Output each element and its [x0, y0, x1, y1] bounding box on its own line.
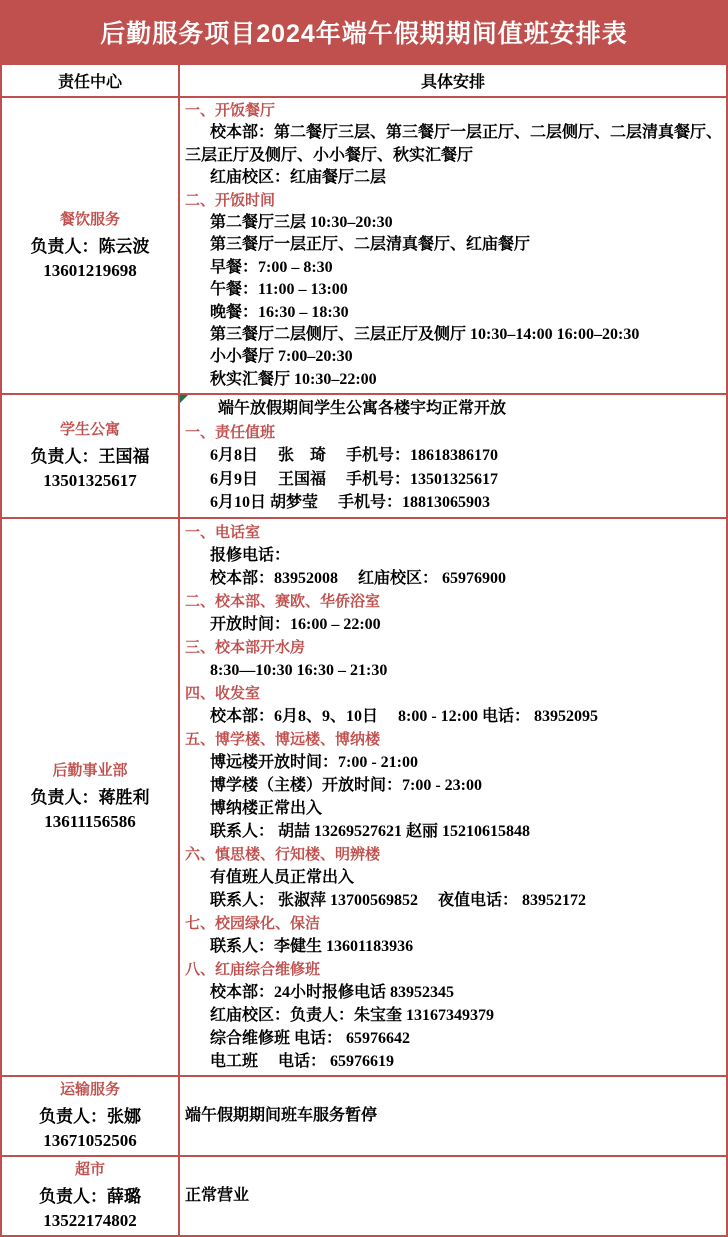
section-heading: 二、校本部、赛欧、华侨浴室 — [185, 592, 381, 610]
detail-line: 端午假期期间班车服务暂停 — [185, 1106, 378, 1124]
table-row — [1, 394, 727, 518]
detail-line: 博纳楼正常出入 — [210, 799, 323, 817]
department-name: 学生公寓 — [59, 421, 120, 439]
department-name: 餐饮服务 — [59, 210, 120, 228]
department-name: 超市 — [74, 1160, 105, 1178]
section-heading: 一、开饭餐厅 — [185, 102, 276, 119]
detail-line: 联系人： 张淑萍 13700569852 夜值电话： 83952172 — [210, 891, 587, 909]
detail-line: 正常营业 — [185, 1186, 250, 1204]
column-header-specific-arrangement: 具体安排 — [179, 64, 727, 97]
header-row — [1, 64, 727, 97]
section-heading: 六、慎思楼、行知楼、明辨楼 — [185, 845, 381, 863]
arrangement-detail-cell — [179, 1156, 727, 1236]
section-heading: 二、开饭时间 — [185, 191, 276, 209]
duty-table — [0, 63, 728, 1237]
table-row — [1, 97, 727, 394]
detail-line: 报修电话： — [210, 546, 291, 564]
phone-number: 13522174802 — [43, 1210, 137, 1230]
detail-line: 8:30—10:30 16:30 – 21:30 — [210, 661, 388, 679]
person-in-charge: 负责人：薛璐 — [39, 1186, 141, 1206]
department-name: 后勤事业部 — [52, 761, 128, 779]
person-in-charge: 负责人：蒋胜利 — [30, 787, 150, 807]
document-title: 后勤服务项目2024年端午假期期间值班安排表 — [0, 0, 728, 63]
table-row — [1, 518, 727, 1076]
section-heading: 五、博学楼、博远楼、博纳楼 — [185, 730, 381, 748]
person-in-charge: 负责人：张娜 — [39, 1106, 141, 1126]
cell-error-marker-icon — [180, 395, 188, 403]
table-row — [1, 1076, 727, 1156]
detail-line: 第三餐厅一层正厅、二层清真餐厅、红庙餐厅 — [210, 236, 531, 254]
detail-line: 第三餐厅二层侧厅、三层正厅及侧厅 10:30–14:00 16:00–20:30 — [210, 326, 640, 344]
detail-line: 博学楼（主楼）开放时间：7:00 - 23:00 — [210, 776, 482, 794]
section-heading: 八、红庙综合维修班 — [185, 960, 321, 978]
section-heading: 三、校本部开水房 — [185, 638, 306, 656]
detail-line: 红庙校区：负责人：朱宝奎 13167349379 — [210, 1006, 495, 1024]
phone-number: 13601219698 — [43, 260, 137, 280]
responsibility-center-cell — [1, 394, 179, 518]
detail-line: 6月9日 王国福 手机号：13501325617 — [210, 470, 499, 488]
detail-line: 小小餐厅 7:00–20:30 — [210, 348, 353, 366]
detail-line: 校本部：83952008 红庙校区： 65976900 — [210, 569, 507, 587]
arrangement-detail-cell — [179, 1076, 727, 1156]
detail-line: 校本部：第二餐厅三层、第三餐厅一层正厅、二层侧厅、二层清真餐厅、 — [210, 124, 723, 142]
detail-line: 电工班 电话： 65976619 — [210, 1052, 395, 1070]
detail-line: 晚餐：16:30 – 18:30 — [210, 303, 349, 321]
phone-number: 13501325617 — [43, 471, 137, 491]
responsibility-center-cell — [1, 518, 179, 1076]
section-heading: 四、收发室 — [185, 684, 261, 702]
detail-line: 午餐：11:00 – 13:00 — [210, 281, 348, 299]
detail-line: 红庙校区：红庙餐厅二层 — [210, 169, 387, 187]
detail-line: 6月8日 张 琦 手机号：18618386170 — [210, 447, 499, 465]
detail-line: 秋实汇餐厅 10:30–22:00 — [210, 370, 377, 388]
detail-line: 校本部：24小时报修电话 83952345 — [210, 983, 455, 1001]
section-heading: 一、电话室 — [185, 523, 261, 541]
section-heading: 一、责任值班 — [185, 423, 276, 441]
detail-line: 校本部：6月8、9、10日 8:00 - 12:00 电话： 83952095 — [210, 707, 598, 725]
detail-line: 早餐：7:00 – 8:30 — [210, 258, 333, 276]
detail-line: 端午放假期间学生公寓各楼宇均正常开放 — [218, 400, 507, 418]
detail-line: 联系人： 胡喆 13269527621 赵丽 15210615848 — [210, 822, 531, 840]
arrangement-detail-cell — [179, 394, 727, 518]
column-header-responsibility-center: 责任中心 — [1, 64, 179, 97]
table-row — [1, 1156, 727, 1236]
detail-line: 6月10日 胡梦莹 手机号：18813065903 — [210, 494, 491, 512]
detail-line: 开放时间：16:00 – 22:00 — [210, 615, 381, 633]
detail-line: 三层正厅及侧厅、小小餐厅、秋实汇餐厅 — [185, 146, 474, 164]
department-name: 运输服务 — [59, 1080, 120, 1098]
section-heading: 七、校园绿化、保洁 — [185, 914, 321, 932]
arrangement-detail-cell — [179, 518, 727, 1076]
person-in-charge: 负责人：陈云波 — [30, 236, 150, 256]
responsibility-center-cell — [1, 1156, 179, 1236]
phone-number: 13671052506 — [43, 1130, 137, 1150]
detail-line: 第二餐厅三层 10:30–20:30 — [210, 214, 393, 232]
detail-line: 博远楼开放时间：7:00 - 21:00 — [210, 753, 418, 771]
arrangement-detail-cell — [179, 97, 727, 394]
person-in-charge: 负责人：王国福 — [30, 447, 150, 467]
detail-line: 有值班人员正常出入 — [210, 868, 355, 886]
responsibility-center-cell — [1, 97, 179, 394]
detail-line: 联系人：李健生 13601183936 — [210, 937, 414, 955]
phone-number: 13611156586 — [44, 811, 136, 831]
responsibility-center-cell — [1, 1076, 179, 1156]
detail-line: 综合维修班 电话： 65976642 — [210, 1029, 411, 1047]
